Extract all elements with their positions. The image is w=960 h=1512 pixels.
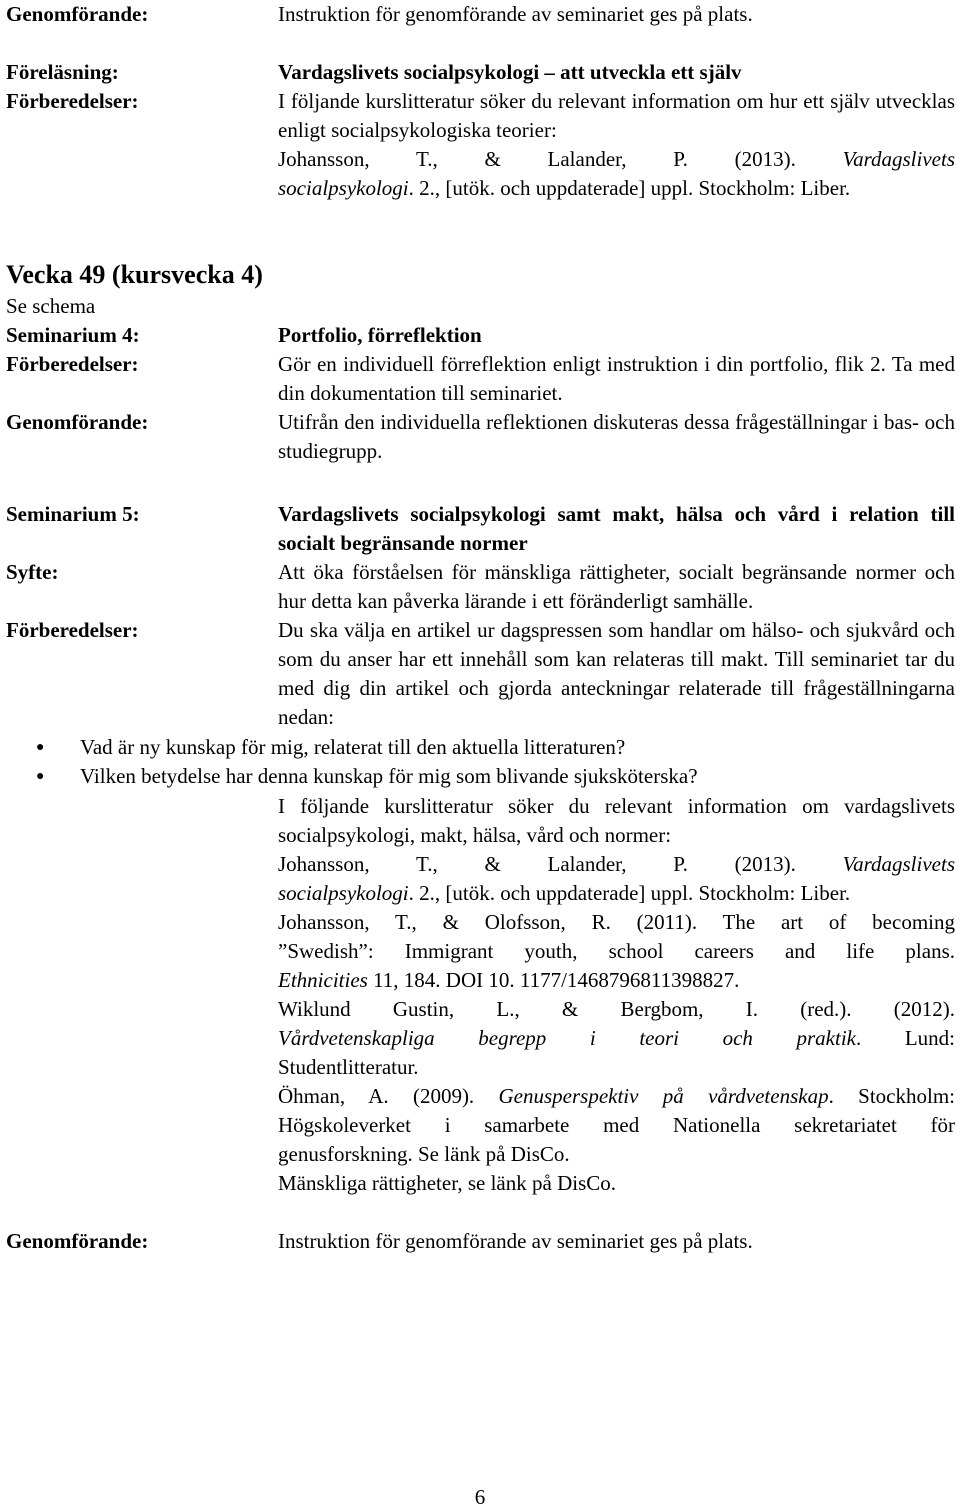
genomforande-label-top: Genomförande: xyxy=(6,2,149,26)
reference-line xyxy=(278,966,739,995)
forelasning-title: Vardagslivets socialpsykologi – att utveckla ett själv xyxy=(278,60,742,84)
reference-line: genusforskning. Se länk på DisCo. xyxy=(278,1142,570,1166)
reference-text: Öhman, A. (2009). xyxy=(278,1084,499,1108)
reference-text: Johansson, T., & Lalander, P. (2013). xyxy=(278,147,843,171)
reference-title: Genusperspektiv på vårdvetenskap xyxy=(498,1084,829,1108)
reference-text: . 2., [utök. och uppdaterade] uppl. Stockholm: Liber. xyxy=(408,881,851,905)
reference-text: Johansson, T., & Lalander, P. (2013). xyxy=(278,852,843,876)
seminar5-title: Vardagslivets socialpsykologi samt makt, hälsa och vård i relation till socialt begränsande normer xyxy=(278,502,955,555)
reference-line xyxy=(278,1082,955,1111)
reference-line: Johansson, T., & Olofsson, R. (2011). The art of becoming xyxy=(278,910,955,934)
reference-line: Wiklund Gustin, L., & Bergbom, I. (red.). (2012). xyxy=(278,997,955,1021)
reference-title: Vardagslivets xyxy=(842,852,955,876)
reference-line: Mänskliga rättigheter, se länk på DisCo. xyxy=(278,1171,616,1195)
seminar4-prep-label: Förberedelser: xyxy=(6,352,139,376)
reference-line xyxy=(278,145,955,174)
reference-title: socialpsykologi xyxy=(278,176,409,200)
reference-line: ”Swedish”: Immigrant youth, school careers and life plans. xyxy=(278,939,955,963)
reference-text: . Lund: xyxy=(855,1026,955,1050)
seminar4-title: Portfolio, förreflektion xyxy=(278,323,482,347)
seminar5-exec-label: Genomförande: xyxy=(6,1229,149,1253)
reference-text: 11, 184. DOI 10. 1177/1468796811398827. xyxy=(367,968,740,992)
forberedelser-text-top: I följande kurslitteratur söker du relevant information om hur ett själv utvecklas enligt socialpsykologiska teorier: xyxy=(278,89,955,142)
reference-text: . Stockholm: xyxy=(828,1084,955,1108)
schedule-note: Se schema xyxy=(6,294,96,318)
literature-intro: I följande kurslitteratur söker du relevant information om vardagslivets socialpsykologi, makt, hälsa, vård och normer: xyxy=(278,794,955,847)
seminar5-label: Seminarium 5: xyxy=(6,502,140,526)
reference-title: Vårdvetenskapliga begrepp i teori och praktik xyxy=(278,1026,856,1050)
seminar5-exec-text: Instruktion för genomförande av seminariet ges på plats. xyxy=(278,1229,753,1253)
seminar4-exec-label: Genomförande: xyxy=(6,410,149,434)
journal-title: Ethnicities xyxy=(278,968,368,992)
reference-title: socialpsykologi xyxy=(278,881,409,905)
reference-line xyxy=(278,879,850,908)
seminar4-exec-text: Utifrån den individuella reflektionen diskuteras dessa frågeställningar i bas- och studiegrupp. xyxy=(278,410,955,463)
reference-line xyxy=(278,174,850,203)
forelasning-label: Föreläsning: xyxy=(6,60,119,84)
reference-title: Vardagslivets xyxy=(842,147,955,171)
genomforande-text-top: Instruktion för genomförande av seminariet ges på plats. xyxy=(278,2,753,26)
week-heading: Vecka 49 (kursvecka 4) xyxy=(6,260,263,289)
reference-line xyxy=(278,850,955,879)
seminar5-purpose-label: Syfte: xyxy=(6,560,59,584)
bullet-item: Vilken betydelse har denna kunskap för mig som blivande sjuksköterska? xyxy=(80,764,698,788)
reference-line: Högskoleverket i samarbete med Nationella sekretariatet för xyxy=(278,1113,955,1137)
seminar5-prep-label: Förberedelser: xyxy=(6,618,139,642)
bullet-item: Vad är ny kunskap för mig, relaterat till den aktuella litteraturen? xyxy=(80,735,626,759)
seminar4-label: Seminarium 4: xyxy=(6,323,140,347)
reference-text: . 2., [utök. och uppdaterade] uppl. Stockholm: Liber. xyxy=(408,176,851,200)
bullet-icon: ● xyxy=(36,740,45,755)
reference-line xyxy=(278,1024,955,1053)
seminar5-prep-text: Du ska välja en artikel ur dagspressen som handlar om hälso- och sjukvård och som du anser har ett innehåll som kan relateras till makt. Till seminariet tar du med dig din artikel och gjorda anteckningar relaterade till frågeställningarna nedan: xyxy=(278,618,955,729)
seminar4-prep-text: Gör en individuell förreflektion enligt instruktion i din portfolio, flik 2. Ta med din dokumentation till seminariet. xyxy=(278,352,955,405)
forberedelser-label-top: Förberedelser: xyxy=(6,89,139,113)
page-number: 6 xyxy=(474,1485,486,1509)
reference-line: Studentlitteratur. xyxy=(278,1055,419,1079)
bullet-icon: ● xyxy=(36,769,45,784)
seminar5-purpose-text: Att öka förståelsen för mänskliga rättigheter, socialt begränsande normer och hur detta kan påverka lärande i ett föränderligt samhälle. xyxy=(278,560,955,613)
